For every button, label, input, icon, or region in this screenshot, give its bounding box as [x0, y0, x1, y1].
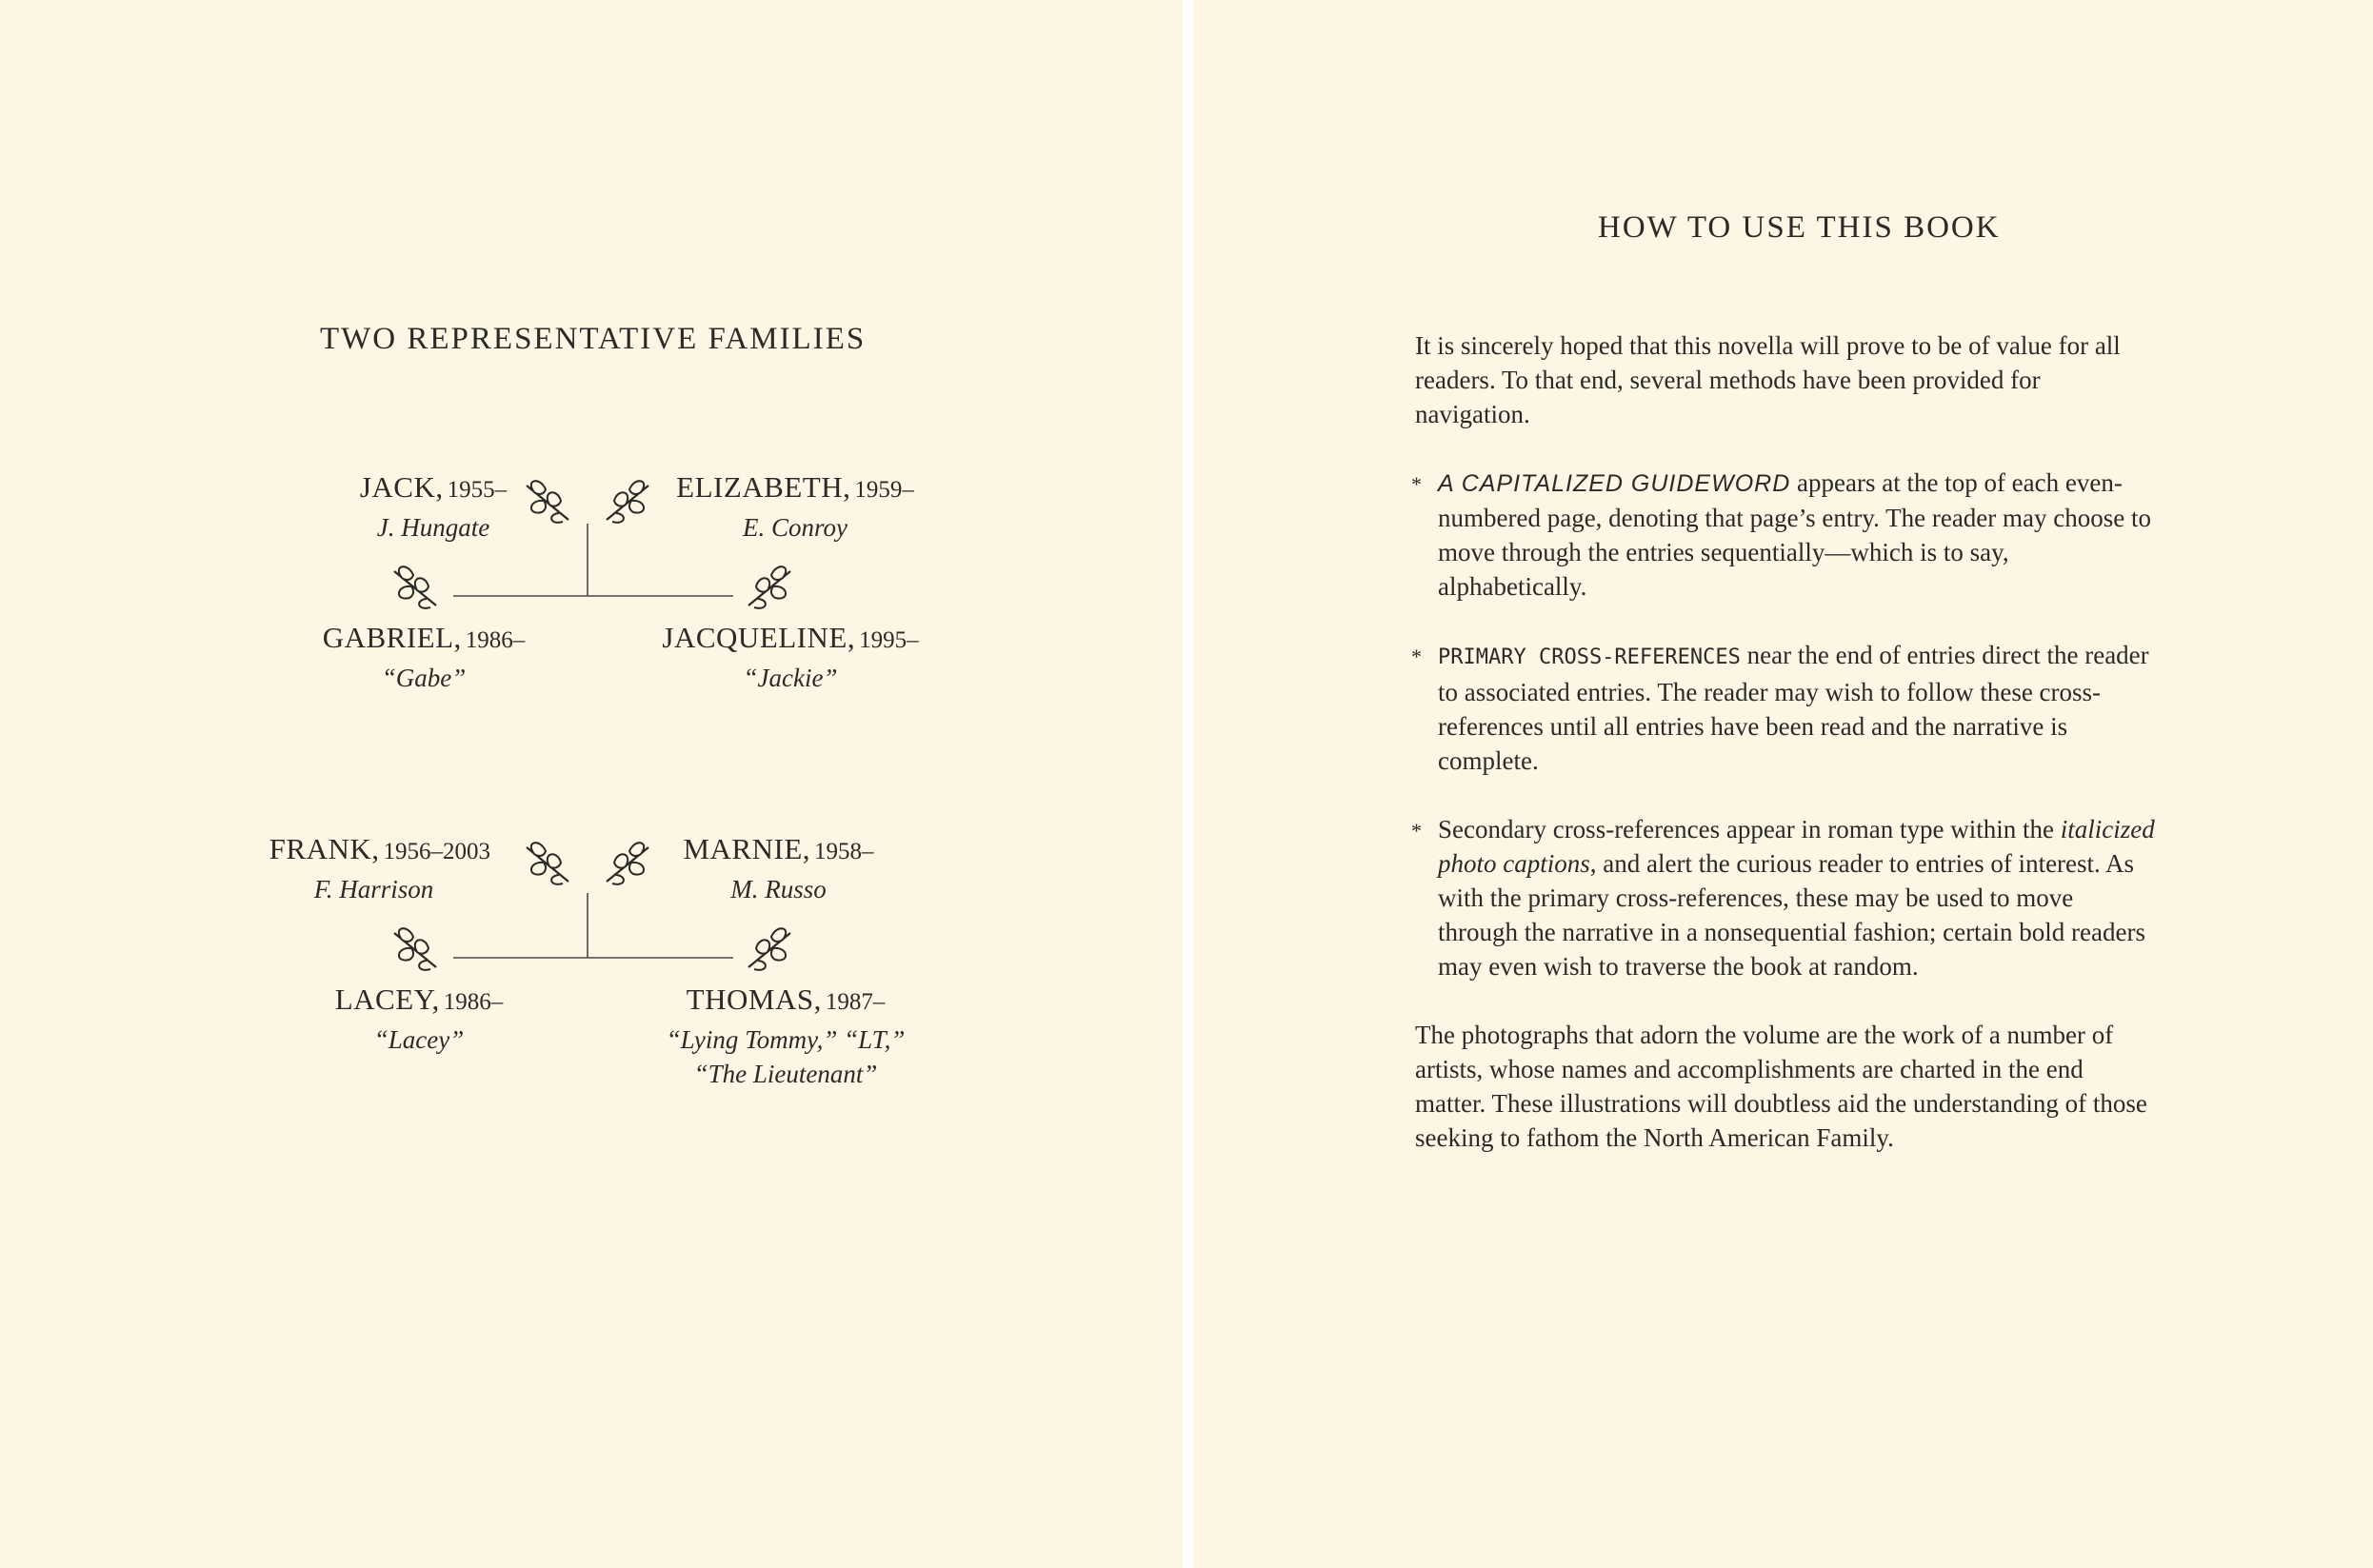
family-1-parent-1: JACK, 1955– J. Hungate [359, 470, 508, 542]
family-2-child-2: THOMAS, 1987– “Lying Tommy,” “LT,” “The Lieutenant” [666, 982, 906, 1088]
page-title-how-to-use: HOW TO USE THIS BOOK [1598, 210, 2001, 245]
family-1-child-1: GABRIEL, 1986– “Gabe” [322, 621, 526, 692]
family-2-child-1: LACEY, 1986– “Lacey” [334, 982, 504, 1054]
bullet-star-icon: * [1411, 472, 1422, 496]
guideword-sample: A CAPITALIZED GUIDEWORD [1438, 470, 1791, 497]
left-page [0, 0, 1183, 1568]
intro-paragraph: It is sincerely hoped that this novella will prove to be of value for all readers. To that end, several methods have been provided for navigation. [1415, 331, 2121, 428]
laurel-sprig-icon [597, 478, 654, 526]
closing-paragraph: The photographs that adorn the volume are the work of a number of artists, whose names and accomplishments are charted in the end matter. These illustrations will doubtless aid the understanding of those seeking to fathom the North American Family. [1415, 1021, 2147, 1152]
family-1-child-2: JACQUELINE, 1995– “Jackie” [662, 621, 919, 692]
laurel-sprig-icon [521, 478, 578, 526]
laurel-sprig-icon [389, 564, 446, 611]
list-item: * A CAPITALIZED GUIDEWORD appears at the top of each even-numbered page, denoting that page’s entry. The reader may choose to move through the entries sequentially—which is to say, alphabetically. [1411, 468, 2151, 601]
family-tree-1 [0, 457, 1183, 876]
family-2-parent-2: MARNIE, 1958– M. Russo [683, 832, 874, 903]
page-gutter [1183, 0, 1193, 1568]
page-title-families: TWO REPRESENTATIVE FAMILIES [320, 322, 867, 356]
navigation-methods-list [1411, 466, 2158, 983]
laurel-sprig-icon [389, 925, 446, 973]
list-item: * PRIMARY CROSS-REFERENCES near the end of entries direct the reader to associated entries. The reader may wish to follow these cross-references until all entries have been read and the narrative is complete. [1411, 641, 2149, 775]
bullet-star-icon: * [1411, 819, 1422, 843]
tree-connector-lines [0, 457, 1183, 876]
laurel-sprig-icon [597, 840, 654, 887]
family-tree-2 [0, 819, 1183, 1238]
bullet-star-icon: * [1411, 645, 1422, 668]
tree-connector-lines [0, 819, 1183, 1238]
family-1-parent-2: ELIZABETH, 1959– E. Conroy [676, 470, 914, 542]
laurel-sprig-icon [739, 925, 796, 973]
italic-caption-sample: italicized photo captions [1438, 815, 2155, 878]
laurel-sprig-icon [521, 840, 578, 887]
list-item: * Secondary cross-references appear in roman type within the italicized photo captions, and alert the curious reader to entries of interest. As with the primary cross-references, these may be used to move through the narrative in a nonsequential fashion; certain bold readers may even wish to traverse the book at random. [1411, 815, 2155, 981]
primary-cross-reference-sample: PRIMARY CROSS-REFERENCES [1438, 645, 1741, 669]
family-2-parent-1: FRANK, 1956–2003 F. Harrison [269, 832, 490, 903]
laurel-sprig-icon [739, 564, 796, 611]
how-to-use-body [1411, 328, 2158, 1155]
